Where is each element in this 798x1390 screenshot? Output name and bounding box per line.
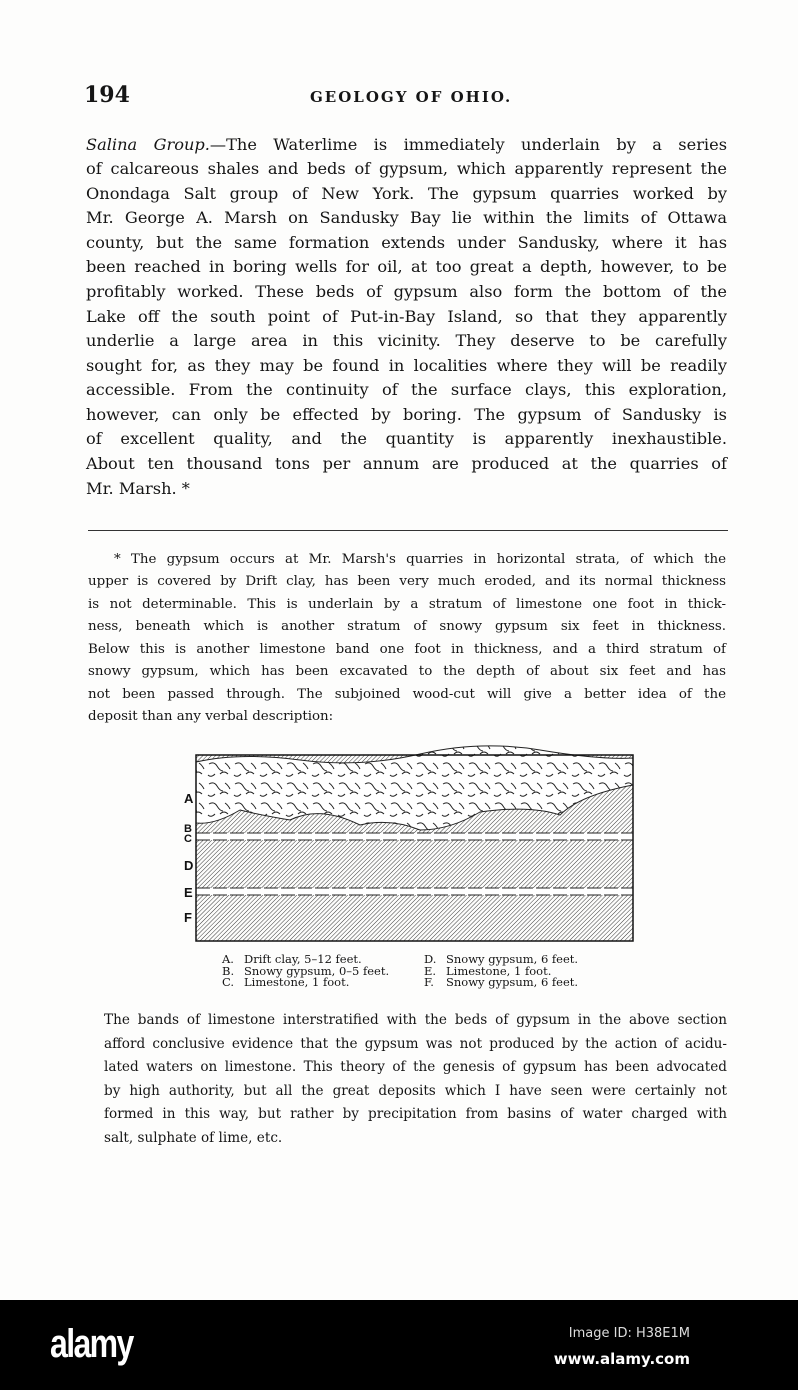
text-line: Onondaga Salt group of New York. The gypsum quarries worked by [86, 184, 727, 203]
text-line: by high authority, but all the great deposits which I have seen were certainly not [104, 1083, 727, 1099]
text-line: Lake off the south point of Put-in-Bay Island, so that they apparently [86, 307, 727, 326]
text-line: ness, beneath which is another stratum of snowy gypsum six feet in thickness. [88, 619, 726, 634]
layer-label-f: F [184, 910, 192, 925]
text-line: been reached in boring wells for oil, at too great a depth, however, to be [86, 257, 727, 276]
text-line: upper is covered by Drift clay, has been very much eroded, and its normal thickness [88, 574, 726, 589]
layer-label-e: E [184, 885, 193, 900]
text-line: of excellent quality, and the quantity is apparently inexhaustible. [86, 429, 727, 448]
legend-key: E. [424, 963, 437, 978]
text-line: sought for, as they may be found in localities where they will be readily [86, 356, 727, 375]
text-line: county, but the same formation extends under Sandusky, where it has [86, 233, 727, 252]
text-line: profitably worked. These beds of gypsum also form the bottom of the [86, 282, 727, 301]
watermark-bar [0, 1300, 798, 1390]
figure-legend-right [424, 954, 578, 989]
section-lead: Salina Group. [86, 135, 210, 154]
text-line: deposit than any verbal description: [88, 709, 334, 724]
legend-item [222, 977, 389, 989]
text-line: snowy gypsum, which has been excavated to the depth of about six feet and has [88, 664, 726, 679]
layer-c-limestone [196, 833, 633, 840]
text-line: underlie a large area in this vicinity. They deserve to be carefully [86, 331, 727, 350]
layer-label-d: D [184, 858, 194, 873]
text-line: The bands of limestone interstratified with the beds of gypsum in the above section [104, 1012, 727, 1028]
text-line: afford conclusive evidence that the gypsum was not produced by the action of acidu- [104, 1036, 727, 1052]
text-line: of calcareous shales and beds of gypsum, which apparently represent the [86, 159, 727, 178]
page-number: 194 [84, 82, 130, 108]
legend-text: Limestone, 1 foot. [446, 963, 552, 978]
text-line: salt, sulphate of lime, etc. [104, 1130, 283, 1146]
legend-text: Drift clay, 5–12 feet. [244, 952, 362, 966]
image-id: Image ID: H38E1M [568, 1326, 690, 1341]
figure-legend-left [222, 954, 389, 989]
legend-key: F. [424, 975, 434, 989]
text-line: Mr. Marsh. * [86, 479, 190, 498]
text-line: formed in this way, but rather by precipitation from basins of water charged with [104, 1106, 727, 1122]
legend-key: C. [222, 975, 235, 989]
text-line: * The gypsum occurs at Mr. Marsh's quarries in horizontal strata, of which the [114, 552, 726, 567]
layer-label-b: B [184, 823, 192, 835]
layer-e-limestone [196, 888, 633, 895]
legend-key: B. [222, 963, 235, 978]
text-line: Below this is another limestone band one foot in thickness, and a third stratum of [88, 642, 726, 657]
layer-label-c: C [184, 833, 192, 845]
text-line: however, can only be effected by boring. The gypsum of Sandusky is [86, 405, 727, 424]
alamy-logo: alamy [50, 1322, 133, 1366]
legend-item [424, 977, 578, 989]
text-span: —The Waterlime is immediately underlain by a series [209, 135, 728, 154]
legend-key: A. [222, 952, 234, 966]
watermark-url: www.alamy.com [553, 1350, 690, 1368]
text-line [86, 135, 727, 154]
stratigraphic-woodcut [180, 740, 640, 950]
text-line: Mr. George A. Marsh on Sandusky Bay lie within the limits of Ottawa [86, 208, 727, 227]
legend-text: Snowy gypsum, 6 feet. [446, 975, 579, 989]
text-line: accessible. From the continuity of the surface clays, this exploration, [86, 380, 727, 399]
layer-label-a: A [184, 791, 194, 806]
legend-key: D. [424, 952, 437, 966]
text-line: is not determinable. This is underlain by a stratum of limestone one foot in thick- [88, 597, 726, 612]
footnote-divider [88, 530, 728, 531]
text-line: not been passed through. The subjoined wood-cut will give a better idea of the [88, 687, 726, 702]
running-title: GEOLOGY OF OHIO. [310, 88, 513, 106]
text-line: About ten thousand tons per annum are produced at the quarries of [86, 454, 727, 473]
legend-text: Snowy gypsum, 6 feet. [446, 952, 579, 966]
legend-text: Snowy gypsum, 0–5 feet. [244, 963, 390, 978]
legend-text: Limestone, 1 foot. [244, 975, 350, 989]
text-line: lated waters on limestone. This theory of the genesis of gypsum has been advocated [104, 1059, 727, 1075]
